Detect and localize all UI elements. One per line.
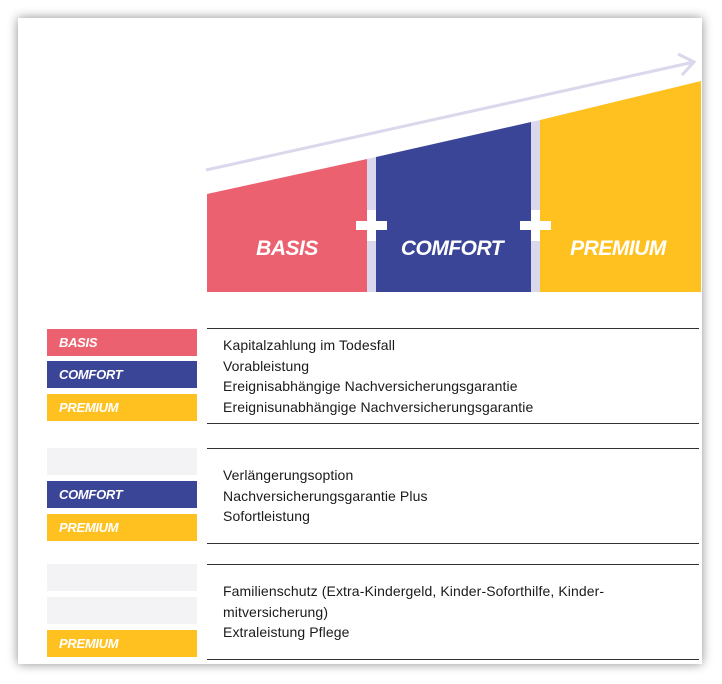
comfort-label: COMFORT bbox=[400, 237, 504, 260]
feature-item: Verlängerungsoption bbox=[223, 467, 354, 483]
product-comparison-panel bbox=[18, 18, 702, 664]
divider bbox=[207, 448, 699, 449]
badge-comfort: COMFORT bbox=[47, 481, 197, 508]
badge-premium: PREMIUM bbox=[47, 514, 197, 541]
feature-item: Vorableistung bbox=[223, 357, 310, 374]
comfort-block bbox=[376, 122, 531, 292]
feature-item: Ereignisabhängige Nachversicherungsgarantie bbox=[223, 378, 518, 395]
divider bbox=[207, 543, 699, 544]
badge-premium: PREMIUM bbox=[47, 394, 197, 421]
badge-empty bbox=[47, 597, 197, 624]
badge-empty bbox=[47, 564, 197, 591]
badge-comfort: COMFORT bbox=[47, 361, 197, 388]
divider bbox=[207, 659, 699, 660]
basis-block bbox=[207, 159, 367, 292]
basis-label: BASIS bbox=[256, 237, 318, 260]
feature-list-group-3 bbox=[223, 581, 693, 643]
badge-basis: BASIS bbox=[47, 329, 197, 356]
divider bbox=[207, 328, 699, 329]
feature-item: Ereignisunabhängige Nachversicherungsgarantie bbox=[223, 398, 534, 415]
separator-2 bbox=[531, 120, 540, 292]
feature-item: Sofortleistung bbox=[223, 508, 311, 525]
premium-block bbox=[540, 81, 701, 292]
feature-item: Nachversicherungsgarantie Plus bbox=[223, 487, 428, 504]
feature-item: Familienschutz (Extra-Kindergeld, Kinder-Soforthilfe, Kinder- bbox=[223, 583, 605, 599]
tier-staircase-diagram bbox=[18, 18, 702, 308]
divider bbox=[207, 564, 699, 565]
badge-premium: PREMIUM bbox=[47, 630, 197, 657]
feature-item: mitversicherung) bbox=[223, 603, 329, 620]
feature-item: Extraleistung Pflege bbox=[223, 624, 350, 641]
feature-list-group-2 bbox=[223, 465, 693, 527]
feature-item: Kapitalzahlung im Todesfall bbox=[223, 337, 396, 353]
badge-empty bbox=[47, 448, 197, 475]
divider bbox=[207, 423, 699, 424]
premium-label: PREMIUM bbox=[570, 237, 666, 260]
feature-list-group-1 bbox=[223, 335, 693, 417]
